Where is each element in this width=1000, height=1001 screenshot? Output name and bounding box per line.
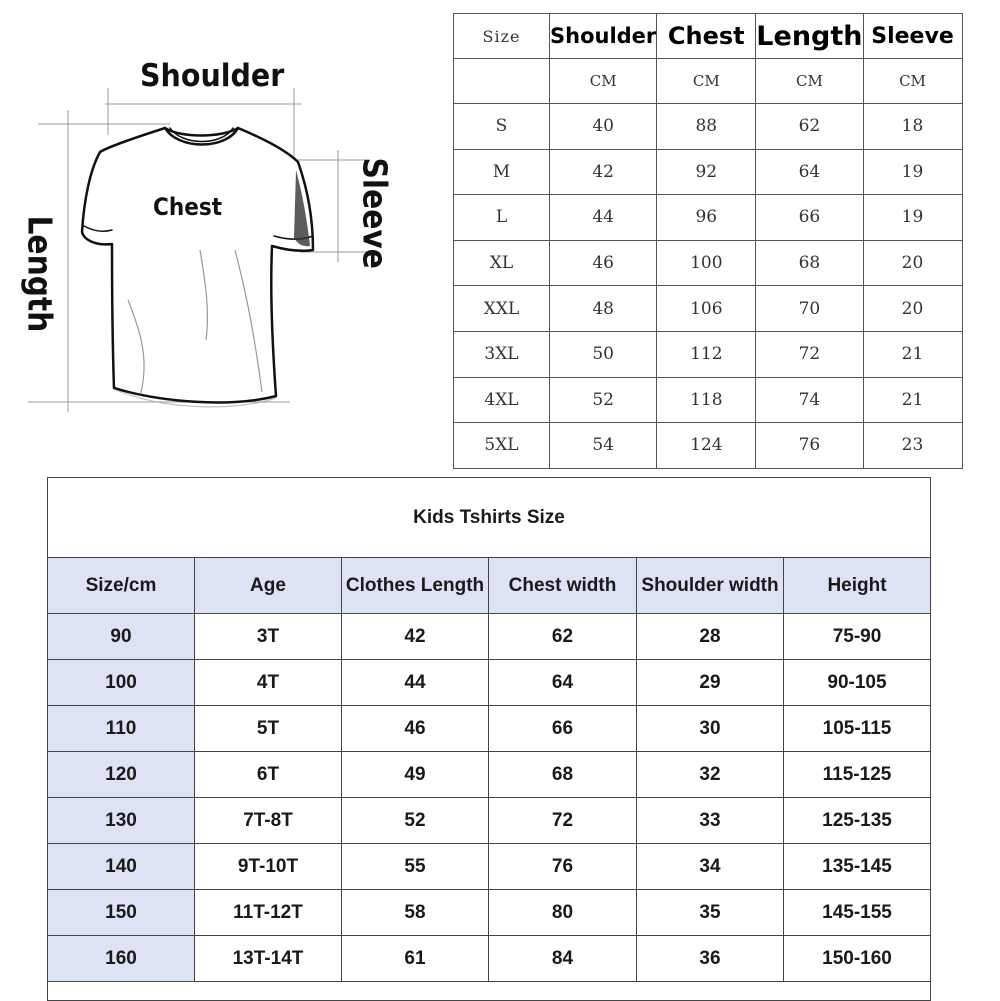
adult-table-row-cell: L — [454, 195, 550, 241]
adult-table-row-cell: 21 — [863, 331, 962, 377]
kids-table-row-cell: 3T — [195, 614, 342, 660]
kids-table-row-cell: 100 — [48, 660, 195, 706]
kids-table-row-cell: 150-160 — [784, 936, 931, 982]
adult-table-row-cell: 20 — [863, 240, 962, 286]
kids-table-row-cell: 105-115 — [784, 706, 931, 752]
adult-header-sleeve: Sleeve — [863, 14, 962, 59]
kids-table-row-cell: 44 — [342, 660, 489, 706]
adult-table-row-cell: 48 — [550, 286, 657, 332]
adult-table-row-cell: 74 — [756, 377, 863, 423]
kids-table-row — [48, 936, 931, 982]
adult-header-length: Length — [756, 14, 863, 59]
adult-table-row — [454, 286, 963, 332]
adult-table-row-cell: 118 — [657, 377, 756, 423]
adult-table-row-cell: 44 — [550, 195, 657, 241]
kids-table-row-cell: 84 — [489, 936, 637, 982]
kids-header-size: Size/cm — [48, 558, 195, 614]
kids-table-row-cell: 62 — [489, 614, 637, 660]
kids-table-row-cell: 135-145 — [784, 844, 931, 890]
kids-table-row-cell: 35 — [637, 890, 784, 936]
adult-table-row-cell: 3XL — [454, 331, 550, 377]
adult-header-chest: Chest — [657, 14, 756, 59]
kids-table-row-cell: 80 — [489, 890, 637, 936]
adult-table-row-cell: 40 — [550, 104, 657, 150]
kids-table-row-cell: 36 — [637, 936, 784, 982]
kids-header-age: Age — [195, 558, 342, 614]
kids-table-row-cell: 32 — [637, 752, 784, 798]
adult-header-size: Size — [454, 14, 550, 59]
kids-table-body — [48, 614, 931, 982]
kids-table-row-cell: 120 — [48, 752, 195, 798]
kids-table-row-cell: 33 — [637, 798, 784, 844]
adult-table-row — [454, 240, 963, 286]
adult-table-row-cell: 21 — [863, 377, 962, 423]
length-label: Length — [20, 215, 60, 333]
adult-unit-cell — [454, 59, 550, 104]
kids-table-row-cell: 130 — [48, 798, 195, 844]
kids-header-height: Height — [784, 558, 931, 614]
kids-title-row — [48, 478, 931, 558]
adult-table-row-cell: 5XL — [454, 423, 550, 469]
kids-table-title: Kids Tshirts Size — [48, 478, 931, 558]
kids-table-row-cell: 13T-14T — [195, 936, 342, 982]
kids-table-row-cell: 140 — [48, 844, 195, 890]
kids-table-row-cell: 34 — [637, 844, 784, 890]
adult-table-row-cell: M — [454, 149, 550, 195]
kids-table-row-cell: 28 — [637, 614, 784, 660]
kids-header-clothes-length: Clothes Length — [342, 558, 489, 614]
adult-unit-row — [454, 59, 963, 104]
adult-table-row — [454, 149, 963, 195]
adult-header-row — [454, 14, 963, 59]
adult-table-row-cell: 23 — [863, 423, 962, 469]
kids-table-row-cell: 90-105 — [784, 660, 931, 706]
kids-table-row-cell: 68 — [489, 752, 637, 798]
adult-table-row-cell: 92 — [657, 149, 756, 195]
adult-table-row — [454, 331, 963, 377]
kids-footer-row — [48, 982, 931, 1001]
adult-table-row-cell: XL — [454, 240, 550, 286]
kids-table-row-cell: 7T-8T — [195, 798, 342, 844]
kids-table-row-cell: 5T — [195, 706, 342, 752]
adult-size-table — [453, 13, 963, 469]
kids-table-row-cell: 46 — [342, 706, 489, 752]
kids-table-row-cell: 125-135 — [784, 798, 931, 844]
adult-table-row-cell: 46 — [550, 240, 657, 286]
adult-table-row-cell: 18 — [863, 104, 962, 150]
kids-table-row — [48, 660, 931, 706]
kids-table-row-cell: 90 — [48, 614, 195, 660]
kids-table-row-cell: 76 — [489, 844, 637, 890]
kids-table-row-cell: 150 — [48, 890, 195, 936]
adult-unit-cell: CM — [657, 59, 756, 104]
adult-table-row-cell: 19 — [863, 149, 962, 195]
adult-table-row-cell: 112 — [657, 331, 756, 377]
adult-table-row-cell: 100 — [657, 240, 756, 286]
adult-table-row-cell: 19 — [863, 195, 962, 241]
adult-table-row-cell: 66 — [756, 195, 863, 241]
kids-table-row-cell: 42 — [342, 614, 489, 660]
kids-table-row-cell: 9T-10T — [195, 844, 342, 890]
adult-table-row-cell: 106 — [657, 286, 756, 332]
adult-table-row — [454, 423, 963, 469]
adult-header-shoulder: Shoulder — [550, 14, 657, 59]
adult-table-row — [454, 377, 963, 423]
adult-table-row-cell: 52 — [550, 377, 657, 423]
adult-table-row-cell: 96 — [657, 195, 756, 241]
kids-table-row-cell: 115-125 — [784, 752, 931, 798]
kids-table-row-cell: 52 — [342, 798, 489, 844]
adult-table-row-cell: 70 — [756, 286, 863, 332]
chest-label: Chest — [153, 193, 223, 221]
kids-table-row-cell: 66 — [489, 706, 637, 752]
kids-header-shoulder-width: Shoulder width — [637, 558, 784, 614]
adult-table-row-cell: S — [454, 104, 550, 150]
kids-table-row-cell: 6T — [195, 752, 342, 798]
sleeve-label: Sleeve — [355, 157, 395, 269]
adult-table-row-cell: XXL — [454, 286, 550, 332]
kids-table-row-cell: 4T — [195, 660, 342, 706]
tshirt-outline — [82, 128, 313, 402]
adult-table-row-cell: 124 — [657, 423, 756, 469]
adult-table-row — [454, 104, 963, 150]
tshirt-measurement-diagram — [0, 0, 440, 470]
adult-unit-cell: CM — [863, 59, 962, 104]
kids-table-row-cell: 110 — [48, 706, 195, 752]
adult-table-row-cell: 72 — [756, 331, 863, 377]
kids-table-row-cell: 61 — [342, 936, 489, 982]
kids-table-row-cell: 11T-12T — [195, 890, 342, 936]
kids-table-row-cell: 72 — [489, 798, 637, 844]
kids-header-row — [48, 558, 931, 614]
adult-table-row-cell: 42 — [550, 149, 657, 195]
kids-header-chest-width: Chest width — [489, 558, 637, 614]
kids-table-row — [48, 890, 931, 936]
kids-table-row-cell: 160 — [48, 936, 195, 982]
kids-table-row-cell: 55 — [342, 844, 489, 890]
kids-table-row-cell: 75-90 — [784, 614, 931, 660]
kids-table-row — [48, 752, 931, 798]
kids-table-row-cell: 145-155 — [784, 890, 931, 936]
adult-table-row-cell: 68 — [756, 240, 863, 286]
shoulder-label: Shoulder — [140, 58, 285, 94]
adult-table-row-cell: 20 — [863, 286, 962, 332]
adult-table-row-cell: 50 — [550, 331, 657, 377]
kids-footer-cell — [48, 982, 931, 1001]
adult-table-body — [454, 104, 963, 469]
kids-table-row-cell: 29 — [637, 660, 784, 706]
adult-table-row-cell: 64 — [756, 149, 863, 195]
adult-table-row-cell: 54 — [550, 423, 657, 469]
kids-table-row-cell: 64 — [489, 660, 637, 706]
adult-table-row-cell: 62 — [756, 104, 863, 150]
kids-size-table — [47, 477, 931, 1001]
kids-table-row — [48, 614, 931, 660]
kids-table-row — [48, 706, 931, 752]
kids-table-row-cell: 49 — [342, 752, 489, 798]
adult-table-row-cell: 76 — [756, 423, 863, 469]
adult-unit-cell: CM — [550, 59, 657, 104]
adult-table-row-cell: 88 — [657, 104, 756, 150]
kids-table-row — [48, 798, 931, 844]
kids-table-row-cell: 58 — [342, 890, 489, 936]
adult-unit-cell: CM — [756, 59, 863, 104]
adult-table-row-cell: 4XL — [454, 377, 550, 423]
adult-table-row — [454, 195, 963, 241]
kids-table-row — [48, 844, 931, 890]
kids-table-row-cell: 30 — [637, 706, 784, 752]
